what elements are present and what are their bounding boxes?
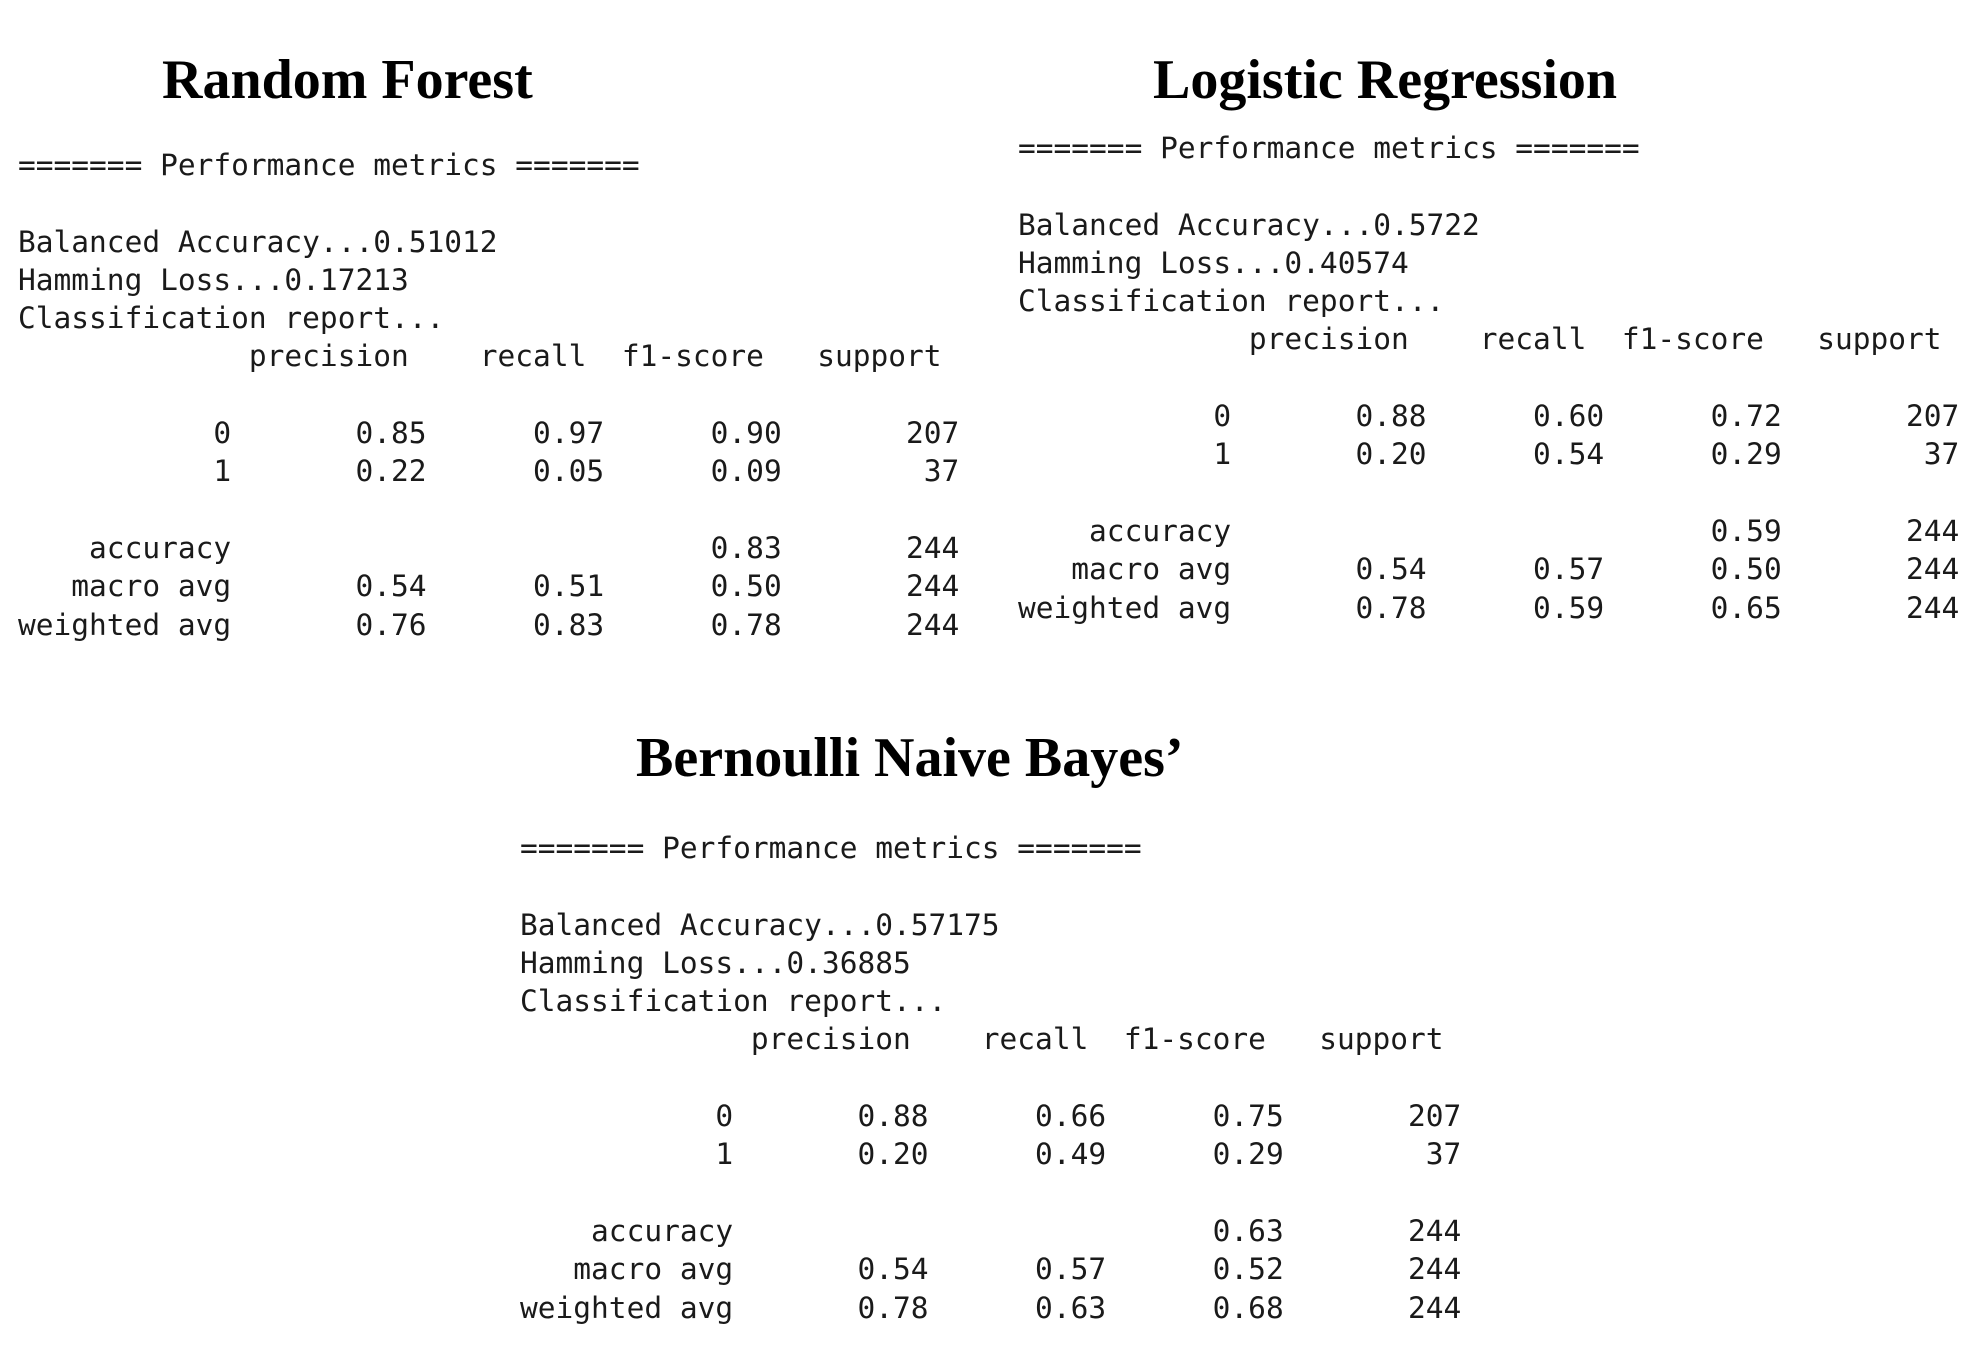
classification-report-label: Classification report... bbox=[520, 984, 947, 1019]
blank-line bbox=[520, 1059, 1461, 1097]
report-row-macro-avg: macro avg 0.54 0.51 0.50 244 bbox=[18, 569, 960, 604]
hamming-loss: Hamming Loss...0.36885 bbox=[520, 945, 911, 980]
panel-title: Bernoulli Naive Bayes’ bbox=[636, 727, 1184, 789]
report-columns: precision recall f1-score support bbox=[18, 339, 942, 374]
report-row-class-1: 1 0.22 0.05 0.09 37 bbox=[18, 454, 960, 489]
blank-line bbox=[1018, 474, 1959, 512]
blank-line bbox=[1018, 359, 1959, 397]
balanced-accuracy: Balanced Accuracy...0.57175 bbox=[520, 907, 1000, 942]
report-row-class-1: 1 0.20 0.54 0.29 37 bbox=[1018, 437, 1960, 472]
balanced-accuracy: Balanced Accuracy...0.5722 bbox=[1018, 207, 1480, 242]
report-row-class-0: 0 0.88 0.66 0.75 207 bbox=[520, 1099, 1462, 1134]
hamming-loss: Hamming Loss...0.17213 bbox=[18, 262, 409, 297]
report-row-class-0: 0 0.88 0.60 0.72 207 bbox=[1018, 399, 1960, 434]
report-header: ======= Performance metrics ======= bbox=[18, 148, 640, 182]
hamming-loss: Hamming Loss...0.40574 bbox=[1018, 245, 1409, 280]
report-row-weighted-avg: weighted avg 0.76 0.83 0.78 244 bbox=[18, 607, 960, 642]
blank-line bbox=[520, 1174, 1461, 1212]
performance-report bbox=[1018, 129, 1959, 627]
performance-report bbox=[520, 829, 1461, 1327]
report-row-macro-avg: macro avg 0.54 0.57 0.52 244 bbox=[520, 1252, 1462, 1287]
report-header: ======= Performance metrics ======= bbox=[1018, 131, 1640, 165]
classification-report-label: Classification report... bbox=[18, 301, 445, 336]
panel-bernoulli-naive-bayes bbox=[0, 680, 1970, 1356]
report-row-weighted-avg: weighted avg 0.78 0.63 0.68 244 bbox=[520, 1290, 1462, 1325]
report-row-weighted-avg: weighted avg 0.78 0.59 0.65 244 bbox=[1018, 590, 1960, 625]
classification-report-label: Classification report... bbox=[1018, 284, 1445, 319]
report-row-accuracy: accuracy 0.59 244 bbox=[1018, 513, 1960, 548]
report-columns: precision recall f1-score support bbox=[1018, 322, 1942, 357]
report-row-class-1: 1 0.20 0.49 0.29 37 bbox=[520, 1137, 1462, 1172]
panel-title: Random Forest bbox=[162, 49, 533, 111]
blank-line bbox=[1018, 167, 1959, 205]
report-row-macro-avg: macro avg 0.54 0.57 0.50 244 bbox=[1018, 552, 1960, 587]
report-row-class-0: 0 0.85 0.97 0.90 207 bbox=[18, 416, 960, 451]
report-row-accuracy: accuracy 0.63 244 bbox=[520, 1213, 1462, 1248]
report-row-accuracy: accuracy 0.83 244 bbox=[18, 530, 960, 565]
panel-title: Logistic Regression bbox=[1153, 49, 1618, 111]
report-columns: precision recall f1-score support bbox=[520, 1022, 1444, 1057]
report-header: ======= Performance metrics ======= bbox=[520, 831, 1142, 865]
blank-line bbox=[520, 867, 1461, 905]
balanced-accuracy: Balanced Accuracy...0.51012 bbox=[18, 224, 498, 259]
